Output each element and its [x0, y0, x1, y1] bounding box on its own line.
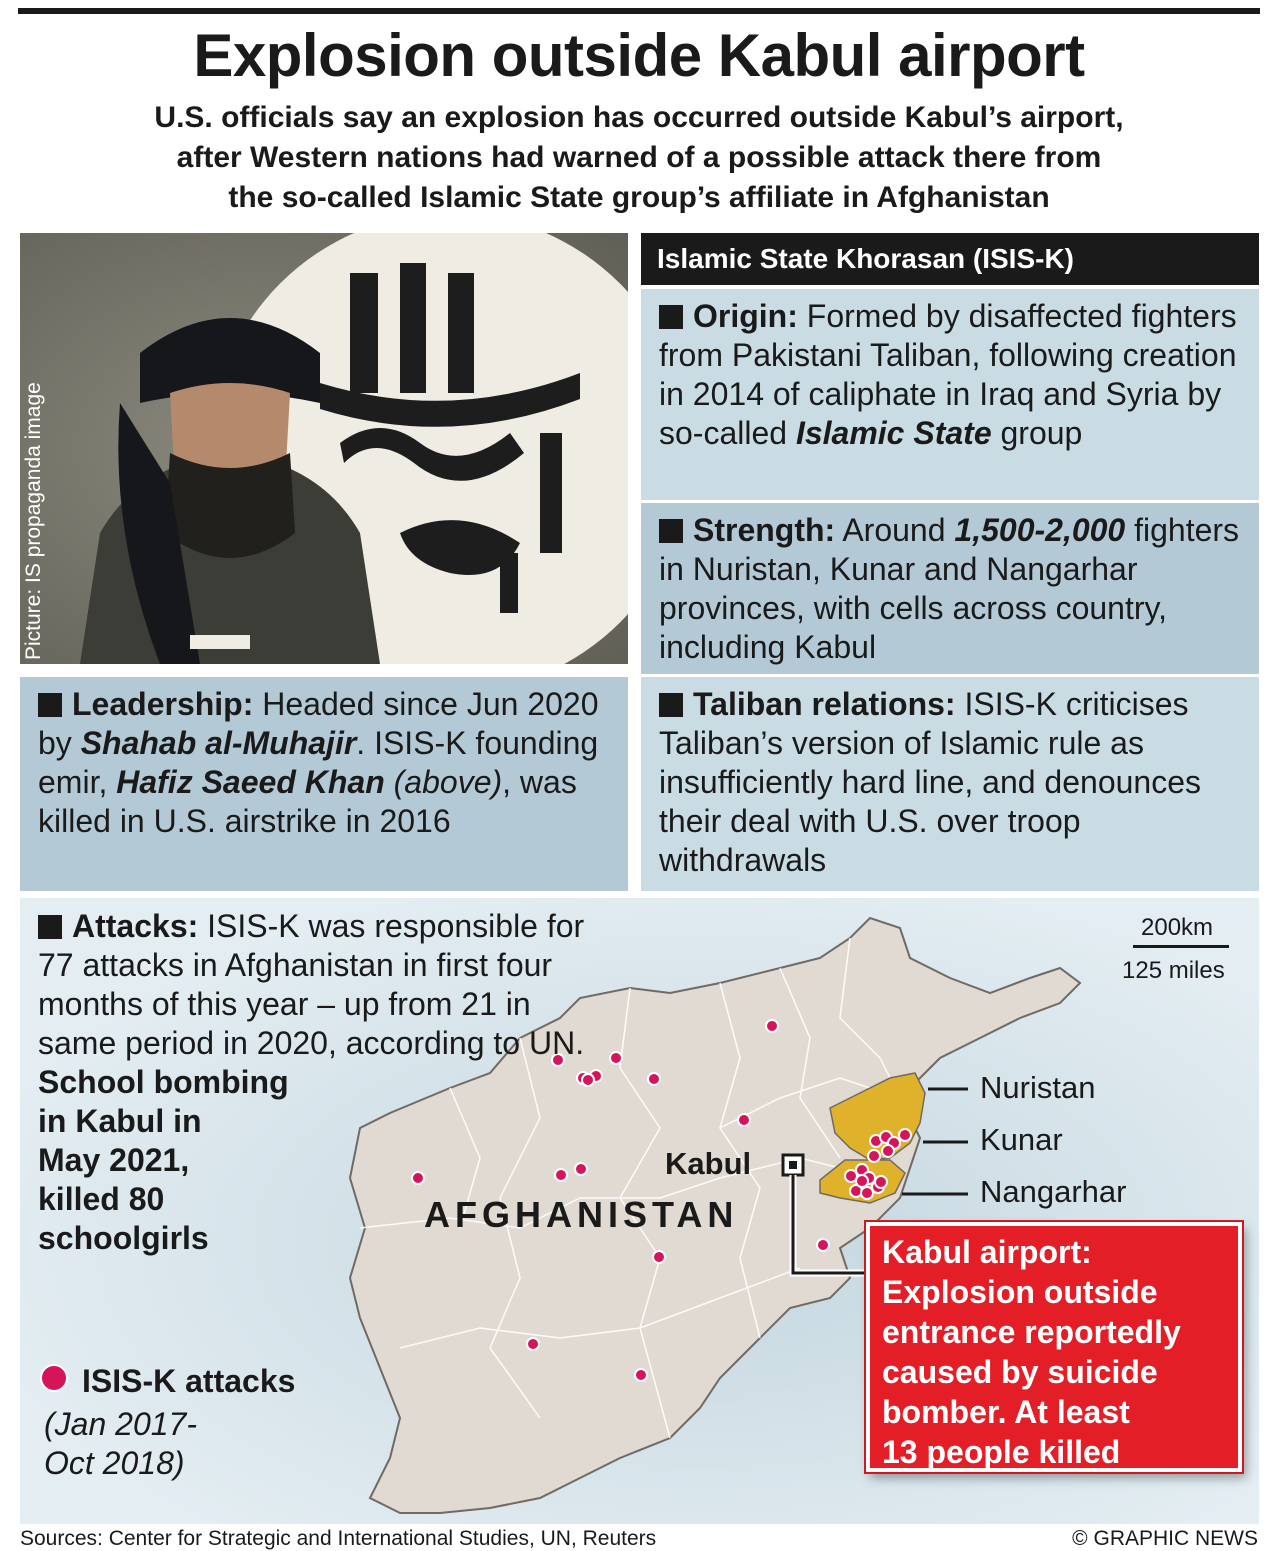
taliban-label: Taliban relations:: [693, 686, 956, 722]
school-line-1: School bombing: [38, 1064, 289, 1100]
school-line-5: schoolgirls: [38, 1220, 209, 1256]
map-legend: [40, 1363, 295, 1400]
legend-label: ISIS-K attacks: [82, 1363, 296, 1399]
leader-name: Shahab al-Muhajir: [80, 725, 357, 761]
subtitle-line-1: U.S. officials say an explosion has occurred outside Kabul’s airport,: [154, 101, 1124, 134]
label-kunar: Kunar: [980, 1122, 1063, 1157]
label-nuristan: Nuristan: [980, 1070, 1096, 1105]
legend-period-line-2: Oct 2018): [44, 1445, 185, 1481]
origin-text-2: group: [991, 415, 1083, 451]
attack-dot: [875, 1176, 887, 1188]
callout-line-5: bomber. At least: [882, 1394, 1130, 1430]
top-rule: [18, 8, 1260, 14]
attack-dot: [856, 1175, 868, 1187]
scale-km: 200km: [1141, 914, 1214, 941]
kabul-airport-callout: [866, 1222, 1242, 1472]
taliban-text: ISIS-K criticises Taliban’s version of Islamic rule as insufficiently hard line, and denounces their deal with U.S. over troop withdrawals: [659, 686, 1201, 878]
leadership-text-3: , was killed in U.S. airstrike in 2016: [38, 764, 577, 839]
legend-period: [44, 1405, 197, 1483]
page-title: Explosion outside Kabul airport: [193, 22, 1085, 89]
label-nangarhar: Nangarhar: [980, 1174, 1127, 1209]
attack-dot: [868, 1150, 880, 1162]
origin-label: Origin:: [693, 298, 798, 334]
sources: Sources: Center for Strategic and International Studies, UN, Reuters: [20, 1527, 657, 1550]
attack-dot: [817, 1239, 829, 1251]
callout-line-6: 13 people killed: [882, 1434, 1121, 1470]
leader-photo: [20, 233, 628, 664]
subtitle-line-3: the so-called Islamic State group’s affiliate in Afghanistan: [228, 181, 1050, 214]
photo-credit: Picture: IS propaganda image: [22, 382, 45, 660]
origin-emphasis: Islamic State: [795, 415, 992, 451]
origin-box: [641, 289, 1259, 500]
school-line-4: killed 80: [38, 1181, 165, 1217]
taliban-box: [641, 677, 1259, 891]
attack-dot: [899, 1129, 911, 1141]
subtitle: [40, 98, 1238, 218]
panel-title: Islamic State Khorasan (ISIS-K): [641, 233, 1259, 285]
leadership-label: Leadership:: [72, 686, 254, 722]
label-kabul: Kabul: [665, 1146, 752, 1181]
strength-box: [641, 503, 1259, 674]
strength-emphasis: 1,500-2,000: [954, 512, 1126, 548]
bullet-square-icon: [659, 305, 683, 329]
copyright: © GRAPHIC NEWS: [1072, 1527, 1258, 1550]
above-note: (above): [384, 764, 503, 800]
origin-text-1: Formed by disaffected fighters from Pakistani Taliban, following creation in 2014 of caliphate in Iraq and Syria by so-called: [659, 298, 1237, 451]
scale-miles: 125 miles: [1122, 957, 1225, 984]
leadership-box: [20, 677, 628, 891]
subtitle-line-2: after Western nations had warned of a possible attack there from: [176, 141, 1102, 174]
attack-dot: [882, 1145, 894, 1157]
strength-text-1: Around: [835, 512, 955, 548]
label-afghanistan: AFGHANISTAN: [424, 1194, 739, 1235]
callout-line-1: Kabul airport:: [882, 1234, 1092, 1270]
attacks-label: Attacks:: [72, 908, 199, 944]
legend-period-line-1: (Jan 2017-: [44, 1406, 197, 1442]
attacks-body: ISIS-K was responsible for 77 attacks in Afghanistan in first four months of this year – up from 21 in same period in 2020, according to UN.: [38, 908, 585, 1061]
attack-dot: [648, 1073, 660, 1085]
strength-text-2: fighters in Nuristan, Kunar and Nangarhar provinces, with cells across country, including Kabul: [659, 512, 1240, 665]
bullet-square-icon: [38, 693, 62, 717]
bullet-square-icon: [659, 519, 683, 543]
school-line-3: May 2021,: [38, 1142, 190, 1178]
attack-dot: [766, 1020, 778, 1032]
bullet-square-icon: [38, 915, 62, 939]
callout-line-4: caused by suicide: [882, 1354, 1158, 1390]
leadership-text-1: Headed since Jun 2020 by: [38, 686, 599, 761]
callout-line-3: entrance reportedly: [882, 1314, 1181, 1350]
school-line-2: in Kabul in: [38, 1103, 202, 1139]
attack-dot: [861, 1187, 873, 1199]
bullet-square-icon: [659, 693, 683, 717]
attack-dot: [527, 1338, 539, 1350]
attack-dot: [653, 1251, 665, 1263]
attack-dot: [738, 1114, 750, 1126]
attack-dot-icon: [40, 1364, 68, 1392]
beard: [165, 453, 295, 558]
callout-line-2: Explosion outside: [882, 1274, 1158, 1310]
founder-name: Hafiz Saeed Khan: [116, 764, 385, 800]
scale-bar: [1133, 945, 1229, 948]
attack-dot: [610, 1052, 622, 1064]
leadership-text-2: . ISIS-K founding emir,: [38, 725, 599, 800]
attack-dot: [635, 1369, 647, 1381]
strength-label: Strength:: [693, 512, 836, 548]
